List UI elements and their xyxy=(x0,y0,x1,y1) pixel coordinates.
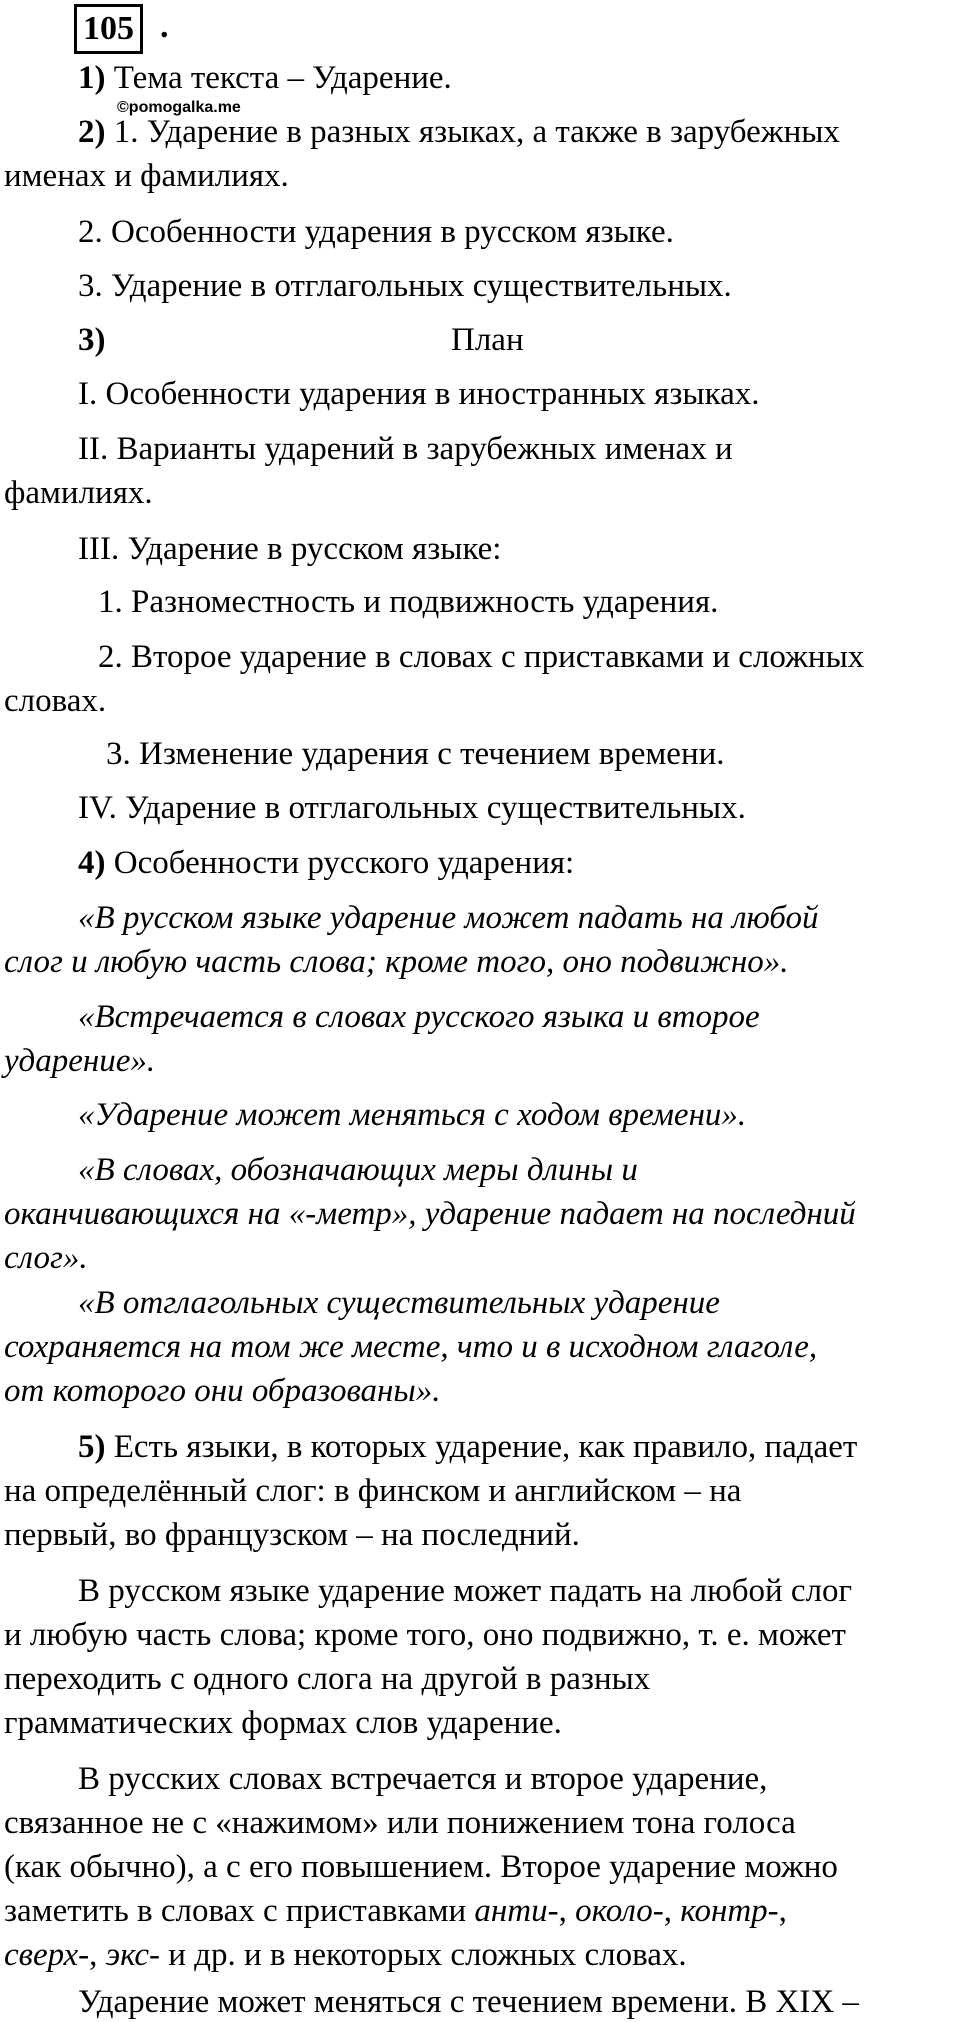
text-run: -, xyxy=(78,1937,106,1973)
answer-3-label xyxy=(78,320,106,360)
text-run: 3. Ударение в отглагольных существительных. xyxy=(78,268,732,304)
italic-text: слог». xyxy=(4,1240,88,1276)
text-run: -, xyxy=(652,1893,681,1929)
plan-item xyxy=(78,374,760,414)
answer-5-line xyxy=(4,1515,580,1555)
quote-line xyxy=(4,1041,155,1081)
quote-line xyxy=(4,1238,88,1278)
text-run: на определённый слог: в финском и английском – на xyxy=(4,1473,742,1509)
text-run: 1. Разноместность и подвижность ударения. xyxy=(98,584,719,620)
text-run: Есть языки, в которых ударение, как правило, падает xyxy=(105,1429,858,1465)
plan-subitem xyxy=(98,637,864,677)
plan-item xyxy=(4,473,153,513)
text-run: В русских словах встречается и второе ударение, xyxy=(78,1761,768,1797)
answer-1-topic xyxy=(78,58,452,98)
plan-item xyxy=(78,429,733,469)
text-run: Особенности русского ударения: xyxy=(105,845,575,881)
text-run: (как обычно), а с его повышением. Второе ударение можно xyxy=(4,1849,838,1885)
quote-line xyxy=(78,898,818,938)
text-run: III. Ударение в русском языке: xyxy=(78,531,502,567)
paragraph-line xyxy=(4,1891,787,1931)
quote-line xyxy=(78,1283,720,1323)
text-run: I. Особенности ударения в иностранных языках. xyxy=(78,376,760,412)
italic-text: анти xyxy=(474,1893,548,1929)
plan-item xyxy=(78,788,746,828)
italic-text: контр xyxy=(680,1893,768,1929)
text-run: грамматических формах слов ударение. xyxy=(4,1705,562,1741)
plan-subitem xyxy=(106,734,725,774)
text-run: -, xyxy=(767,1893,787,1929)
text-run: Ударение может меняться с течением времени. В XIX – xyxy=(78,1984,859,2020)
item-number: 2) xyxy=(78,114,106,150)
quote-line xyxy=(78,997,760,1037)
task-number-dot: . xyxy=(160,8,169,45)
italic-text: сверх xyxy=(4,1937,79,1973)
text-run: 1. Ударение в разных языках, а также в зарубежных xyxy=(105,114,840,150)
paragraph-line xyxy=(4,1935,687,1975)
text-run: Тема текста – Ударение. xyxy=(105,60,452,96)
answer-5-line xyxy=(4,1471,741,1511)
quote-line xyxy=(4,1327,817,1367)
text-run: В русском языке ударение может падать на любой слог xyxy=(78,1573,853,1609)
text-run: и любую часть слова; кроме того, оно подвижно, т. е. может xyxy=(4,1617,846,1653)
italic-text: от которого они образованы». xyxy=(4,1373,441,1409)
plan-subitem xyxy=(98,582,718,622)
italic-text: «В словах, обозначающих меры длины и xyxy=(78,1152,638,1188)
quote-line xyxy=(4,1194,856,1234)
italic-text: «В русском языке ударение может падать на любой xyxy=(78,900,819,936)
plan-subitem xyxy=(4,681,106,721)
text-run: именах и фамилиях. xyxy=(4,158,289,194)
answer-2-line xyxy=(4,156,289,196)
item-number: 3) xyxy=(78,322,106,358)
answer-2-line xyxy=(78,212,674,252)
paragraph-line xyxy=(4,1659,650,1699)
text-run: 2. Второе ударение в словах с приставками и сложных xyxy=(98,639,865,675)
text-run: заметить в словах с приставками xyxy=(4,1893,475,1929)
italic-text: сохраняется на том же месте, что и в исходном глаголе, xyxy=(4,1329,818,1365)
paragraph-line xyxy=(4,1703,562,1743)
paragraph-line xyxy=(78,1982,859,2022)
watermark: ©pomogalka.me xyxy=(117,99,241,116)
text-run: словах. xyxy=(4,683,107,719)
plan-item xyxy=(78,529,501,569)
answer-5-line xyxy=(78,1427,857,1467)
plan-heading xyxy=(451,320,524,360)
italic-text: экс xyxy=(105,1937,149,1973)
text-run: 2. Особенности ударения в русском языке. xyxy=(78,214,674,250)
quote-line xyxy=(78,1150,638,1190)
text-run: переходить с одного слога на другой в разных xyxy=(4,1661,651,1697)
text-run: План xyxy=(451,322,524,358)
item-number: 4) xyxy=(78,845,106,881)
text-run: II. Варианты ударений в зарубежных именах и xyxy=(78,431,733,467)
paragraph-line xyxy=(78,1759,767,1799)
italic-text: «В отглагольных существительных ударение xyxy=(78,1285,720,1321)
quote-line xyxy=(4,942,789,982)
italic-text: около xyxy=(575,1893,653,1929)
text-run: фамилиях. xyxy=(4,475,153,511)
item-number: 5) xyxy=(78,1429,106,1465)
italic-text: оканчивающихся на «-метр», ударение падает на последний xyxy=(4,1196,856,1232)
item-number: 1) xyxy=(78,60,106,96)
task-number: 105 xyxy=(74,4,143,54)
paragraph-line xyxy=(4,1803,796,1843)
answer-2-line xyxy=(78,112,840,152)
text-run: IV. Ударение в отглагольных существительных. xyxy=(78,790,746,826)
text-run: первый, во французском – на последний. xyxy=(4,1517,580,1553)
quote-line xyxy=(78,1095,746,1135)
text-run: -, xyxy=(547,1893,576,1929)
paragraph-line xyxy=(78,1571,852,1611)
paragraph-line xyxy=(4,1615,846,1655)
quote-line xyxy=(4,1371,441,1411)
answer-4-heading xyxy=(78,843,574,883)
italic-text: «Встречается в словах русского языка и второе xyxy=(78,999,760,1035)
italic-text: «Ударение может меняться с ходом времени». xyxy=(78,1097,747,1133)
italic-text: слог и любую часть слова; кроме того, оно подвижно». xyxy=(4,944,789,980)
answer-2-line xyxy=(78,266,732,306)
text-run: связанное не с «нажимом» или понижением тона голоса xyxy=(4,1805,796,1841)
italic-text: ударение». xyxy=(4,1043,156,1079)
text-run: - и др. и в некоторых сложных словах. xyxy=(149,1937,687,1973)
paragraph-line xyxy=(4,1847,838,1887)
text-run: 3. Изменение ударения с течением времени. xyxy=(106,736,725,772)
